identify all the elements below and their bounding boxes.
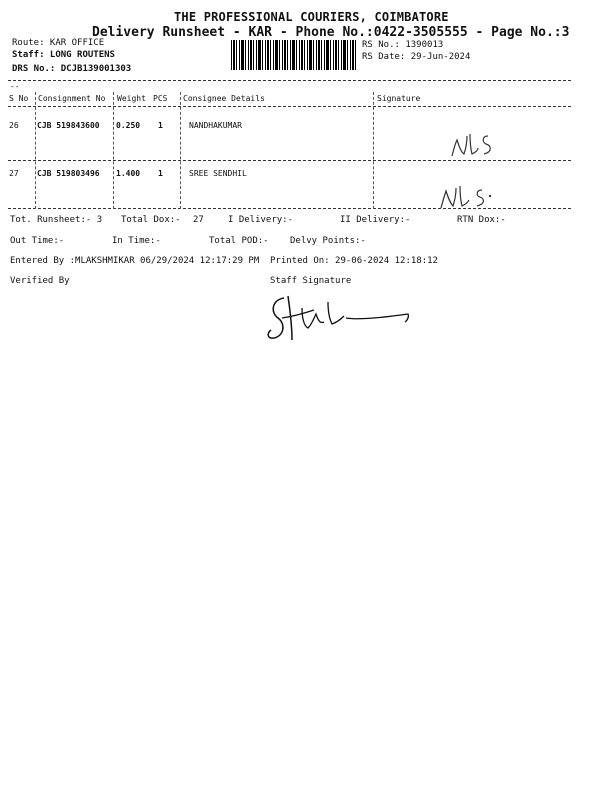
total-pod: Total POD:- <box>209 236 269 246</box>
row-consignment: CJB 519843600 <box>37 121 100 130</box>
staff-label: Staff: LONG ROUTENS <box>12 50 115 60</box>
i-delivery: I Delivery:- <box>228 215 294 225</box>
col-header-consignee: Consignee Details <box>183 94 265 103</box>
company-title: THE PROFESSIONAL COURIERS, COIMBATORE <box>174 10 449 24</box>
row-sno: 27 <box>9 169 19 178</box>
rtn-dox: RTN Dox:- <box>457 215 506 225</box>
row-pcs: 1 <box>158 169 163 178</box>
column-line <box>180 92 181 209</box>
in-time: In Time:- <box>112 236 161 246</box>
col-header-pcs: PCS <box>153 94 168 103</box>
total-dox-value: 27 <box>193 215 204 225</box>
row-sno: 26 <box>9 121 19 130</box>
route-label: Route: KAR OFFICE <box>12 38 105 48</box>
staff-handwritten-signature <box>262 288 412 350</box>
row-consignee: SREE SENDHIL <box>189 169 247 178</box>
entered-by: Entered By :MLAKSHMIKAR 06/29/2024 12:17:29 PM <box>10 256 260 266</box>
row-pcs: 1 <box>158 121 163 130</box>
barcode-image <box>231 40 356 70</box>
delvy-points: Delvy Points:- <box>290 236 366 246</box>
row-consignee: NANDHAKUMAR <box>189 121 242 130</box>
col-header-weight: Weight <box>117 94 146 103</box>
divider-header-bottom <box>8 106 571 107</box>
rs-date: RS Date: 29-Jun-2024 <box>362 52 471 62</box>
out-time: Out Time:- <box>10 236 65 246</box>
staff-signature-label: Staff Signature <box>270 276 352 286</box>
divider-top <box>8 80 571 81</box>
handwritten-signature-row-27 <box>438 182 498 212</box>
rs-number: RS No.: 1390013 <box>362 40 444 50</box>
col-header-consignment: Consignment No <box>38 94 106 103</box>
col-header-signature: Signature <box>377 94 421 103</box>
verified-by: Verified By <box>10 276 70 286</box>
lead-mark: -- <box>10 82 20 91</box>
drs-number: DRS No.: DCJB139001303 <box>12 64 132 74</box>
row-consignment: CJB 519803496 <box>37 169 100 178</box>
handwritten-signature-row-26 <box>448 130 498 162</box>
column-line <box>373 92 374 209</box>
total-dox-label: Total Dox:- <box>121 215 181 225</box>
printed-on: Printed On: 29-06-2024 12:18:12 <box>270 256 438 266</box>
ii-delivery: II Delivery:- <box>340 215 411 225</box>
tot-runsheet: Tot. Runsheet:- 3 <box>10 215 103 225</box>
column-line <box>35 92 36 209</box>
column-line <box>113 92 114 209</box>
row-weight: 0.250 <box>116 121 141 130</box>
row-weight: 1.400 <box>116 169 141 178</box>
runsheet-subtitle: Delivery Runsheet - KAR - Phone No.:0422-3505555 - Page No.:3 <box>92 25 570 40</box>
col-header-sno: S No <box>9 94 29 103</box>
